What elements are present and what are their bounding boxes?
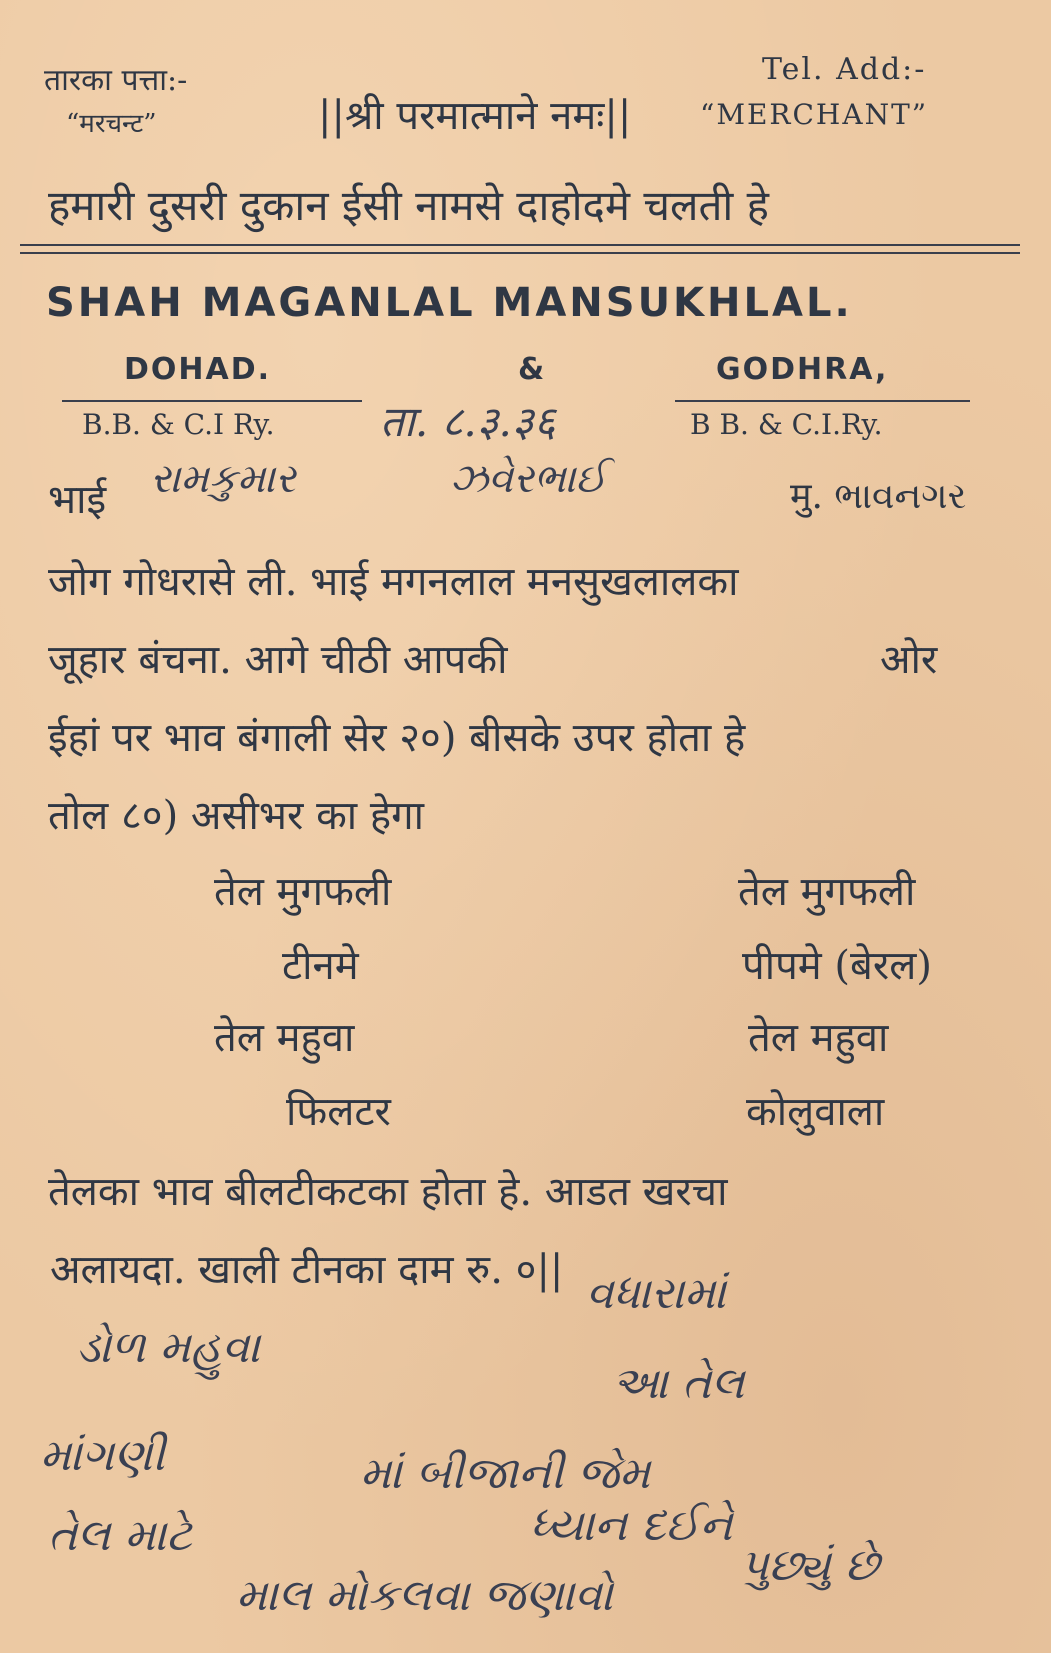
invocation-text: ||श्री परमात्माने नमः|| [318, 93, 632, 139]
railway-right: B B. & C.I.Ry. [690, 408, 883, 441]
price-item: तेल महुवा [748, 1015, 889, 1061]
handwritten-date: ता. ८.३.३६ [380, 397, 556, 446]
price-item: तेल मुगफली [738, 869, 916, 915]
handwritten-note-line: માંગણી [40, 1430, 165, 1481]
header-rule-bottom [20, 252, 1020, 254]
telegraphic-address-label-english: Tel. Add:- [762, 52, 927, 87]
railway-left: B.B. & C.I Ry. [82, 408, 275, 441]
branch-note: हमारी दुसरी दुकान ईसी नामसे दाहोदमे चलती हे [48, 181, 769, 230]
salutation-prefix: भाई [48, 477, 107, 523]
body-line-7: अलायदा. खाली टीनका दाम रु. ०|| [50, 1247, 564, 1293]
handwritten-note-line: વધારામાં [586, 1268, 726, 1319]
body-line-4: ईहां पर भाव बंगाली सेर २०) बीसके उपर होता हे [48, 715, 746, 761]
price-item: तेल मुगफली [214, 869, 392, 915]
telegraphic-address-value-hindi: “मरचन्ट” [66, 109, 157, 139]
handwritten-note-line: પુછ્યું છે [740, 1540, 879, 1591]
telegraphic-address-label-hindi: तारका पत्ता:- [44, 63, 188, 98]
handwritten-note-line: માં બીજાની જેમ [360, 1448, 651, 1499]
railway-rule-left [62, 400, 362, 402]
addressee-surname-hand: ઝવેરભાઈ [450, 456, 607, 502]
addressee-place: मु. ભાવનગર [790, 476, 967, 517]
addressee-name-hand: રામકુમાર [150, 456, 296, 502]
city-godhra: GODHRA, [716, 352, 889, 387]
handwritten-note-line: તેલ માટે [48, 1510, 192, 1561]
handwritten-note-line: ડોળ મહુવા [76, 1322, 261, 1373]
body-line-3: जूहार बंचना. आगे चीठी आपकी [48, 637, 508, 683]
price-item: फिलटर [286, 1089, 391, 1135]
body-line-5: तोल ८०) असीभर का हेगा [48, 793, 424, 839]
price-item: तेल महुवा [214, 1015, 355, 1061]
price-item: कोलुवाला [746, 1089, 885, 1135]
price-item: पीपमे (बेरल) [742, 943, 932, 989]
body-line-3-end: ओर [880, 637, 938, 683]
body-line-6: तेलका भाव बीलटीकटका होता हे. आडत खरचा [48, 1169, 728, 1215]
telegraphic-address-value-english: “MERCHANT” [700, 98, 929, 131]
railway-rule-right [675, 400, 970, 402]
handwritten-note-line: આ તેલ [612, 1358, 745, 1409]
firm-name: SHAH MAGANLAL MANSUKHLAL. [46, 280, 853, 326]
body-line-2: जोग गोधरासे ली. भाई मगनलाल मनसुखलालका [48, 559, 739, 605]
city-dohad: DOHAD. [124, 352, 272, 387]
price-item: टीनमे [282, 943, 359, 989]
city-ampersand: & [518, 352, 545, 387]
handwritten-note-line: માલ મોકલવા જણાવો [236, 1570, 613, 1621]
handwritten-note-line: ધ્યાન દઈને [530, 1500, 733, 1551]
header-rule-top [20, 244, 1020, 246]
